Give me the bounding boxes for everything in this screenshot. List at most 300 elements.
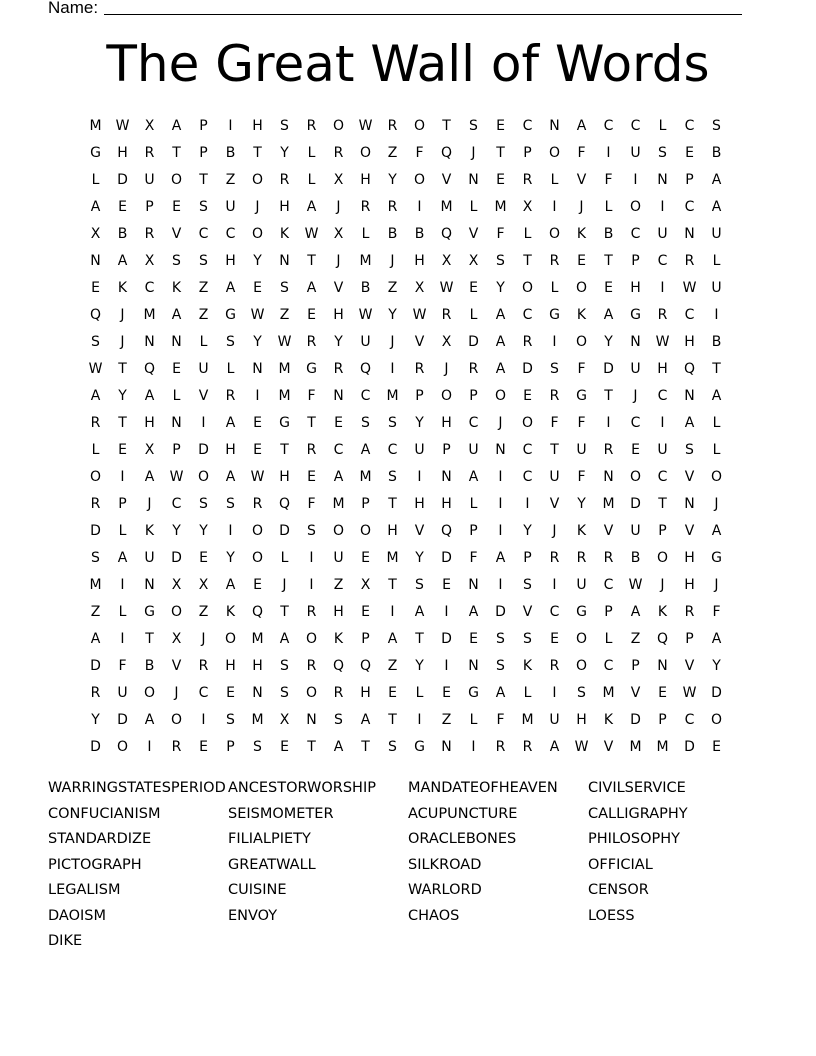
- grid-letter: L: [91, 441, 100, 458]
- grid-letter: R: [549, 387, 560, 404]
- grid-letter: X: [522, 198, 533, 215]
- grid-letter: W: [358, 117, 373, 134]
- grid-letter: C: [387, 441, 398, 458]
- grid-letter: E: [361, 603, 370, 620]
- grid-letter: I: [660, 414, 665, 431]
- grid-letter: P: [469, 522, 478, 539]
- grid-letter: B: [387, 225, 398, 242]
- grid-letter: Q: [440, 144, 453, 161]
- grid-letter: R: [171, 738, 182, 755]
- grid-letter: O: [494, 387, 507, 404]
- grid-letter: C: [630, 414, 641, 431]
- grid-letter: R: [522, 171, 533, 188]
- grid-letter: R: [144, 144, 155, 161]
- grid-letter: N: [684, 387, 695, 404]
- grid-letter: B: [225, 144, 236, 161]
- grid-letter: K: [603, 711, 614, 728]
- grid-letter: A: [684, 414, 695, 431]
- grid-letter: S: [334, 711, 343, 728]
- grid-letter: I: [660, 279, 665, 296]
- grid-letter: R: [333, 360, 344, 377]
- grid-letter: T: [280, 603, 289, 620]
- grid-letter: F: [496, 225, 505, 242]
- grid-letter: E: [442, 576, 451, 593]
- grid-letter: E: [604, 279, 613, 296]
- grid-letter: O: [305, 630, 318, 647]
- grid-letter: H: [360, 684, 371, 701]
- grid-letter: P: [685, 630, 694, 647]
- grid-letter: R: [684, 252, 695, 269]
- grid-letter: R: [333, 144, 344, 161]
- grid-letter: C: [198, 684, 209, 701]
- grid-letter: L: [712, 252, 721, 269]
- grid-letter: V: [414, 522, 425, 539]
- grid-letter: W: [115, 117, 130, 134]
- grid-letter: G: [414, 738, 425, 755]
- grid-letter: V: [684, 468, 695, 485]
- grid-letter: F: [496, 711, 505, 728]
- grid-letter: O: [521, 279, 534, 296]
- word-list-item: MANDATEOFHEAVEN: [408, 780, 558, 796]
- grid-letter: P: [226, 738, 235, 755]
- grid-letter: N: [657, 171, 668, 188]
- grid-letter: S: [523, 576, 532, 593]
- grid-letter: L: [91, 171, 100, 188]
- grid-letter: T: [118, 360, 127, 377]
- grid-letter: I: [498, 522, 503, 539]
- grid-letter: E: [658, 684, 667, 701]
- grid-letter: R: [387, 198, 398, 215]
- grid-letter: K: [657, 603, 668, 620]
- page-title: The Great Wall of Words: [106, 35, 710, 93]
- grid-letter: B: [144, 657, 155, 674]
- grid-letter: Z: [387, 657, 398, 674]
- grid-letter: M: [521, 711, 534, 728]
- grid-letter: A: [387, 630, 398, 647]
- grid-letter: U: [630, 522, 641, 539]
- word-list-item: CALLIGRAPHY: [588, 805, 688, 822]
- grid-letter: O: [224, 630, 237, 647]
- grid-letter: F: [577, 360, 586, 377]
- grid-letter: S: [685, 441, 694, 458]
- grid-letter: K: [576, 522, 587, 539]
- grid-letter: A: [711, 630, 722, 647]
- grid-letter: R: [522, 738, 533, 755]
- grid-letter: M: [386, 549, 399, 566]
- grid-letter: U: [360, 333, 371, 350]
- word-list-item: CENSOR: [588, 882, 649, 898]
- grid-letter: O: [629, 468, 642, 485]
- grid-letter: O: [413, 171, 426, 188]
- word-list-item: GREATWALL: [228, 856, 316, 873]
- grid-letter: O: [251, 549, 264, 566]
- grid-letter: G: [144, 603, 155, 620]
- grid-letter: I: [417, 711, 422, 728]
- grid-letter: S: [307, 522, 316, 539]
- grid-letter: E: [253, 414, 262, 431]
- grid-letter: E: [469, 279, 478, 296]
- grid-letter: A: [225, 576, 236, 593]
- grid-letter: T: [145, 630, 154, 647]
- word-list-item: STANDARDIZE: [48, 831, 152, 847]
- grid-letter: E: [172, 198, 181, 215]
- grid-letter: E: [253, 441, 262, 458]
- grid-letter: T: [361, 738, 370, 755]
- word-list: [48, 776, 768, 955]
- grid-letter: W: [88, 360, 103, 377]
- grid-letter: S: [388, 468, 397, 485]
- grid-letter: Y: [172, 522, 181, 539]
- grid-letter: T: [388, 576, 397, 593]
- grid-letter: N: [468, 576, 479, 593]
- grid-letter: S: [226, 333, 235, 350]
- grid-letter: A: [549, 738, 560, 755]
- grid-letter: H: [441, 495, 452, 512]
- grid-letter: H: [333, 306, 344, 323]
- grid-letter: O: [440, 387, 453, 404]
- grid-letter: K: [171, 279, 182, 296]
- grid-letter: M: [602, 684, 615, 701]
- grid-letter: N: [657, 657, 668, 674]
- grid-letter: R: [657, 306, 668, 323]
- grid-letter: Y: [712, 657, 721, 674]
- grid-letter: P: [118, 495, 127, 512]
- grid-letter: A: [225, 414, 236, 431]
- grid-letter: J: [633, 387, 638, 404]
- grid-letter: H: [441, 414, 452, 431]
- grid-letter: D: [630, 495, 641, 512]
- letter-grid: [82, 112, 730, 760]
- grid-letter: Q: [440, 522, 453, 539]
- grid-letter: A: [630, 603, 641, 620]
- grid-letter: V: [684, 522, 695, 539]
- grid-letter: H: [144, 414, 155, 431]
- grid-letter: N: [684, 495, 695, 512]
- grid-letter: J: [147, 495, 152, 512]
- grid-letter: W: [628, 576, 643, 593]
- grid-letter: R: [90, 495, 101, 512]
- grid-letter: A: [711, 198, 722, 215]
- grid-letter: R: [90, 414, 101, 431]
- grid-letter: T: [523, 252, 532, 269]
- grid-letter: U: [576, 576, 587, 593]
- grid-letter: O: [629, 198, 642, 215]
- grid-letter: O: [575, 279, 588, 296]
- grid-letter: C: [603, 576, 614, 593]
- grid-letter: V: [549, 495, 560, 512]
- grid-letter: U: [576, 441, 587, 458]
- grid-letter: A: [495, 306, 506, 323]
- grid-letter: O: [359, 522, 372, 539]
- grid-letter: J: [714, 495, 719, 512]
- grid-letter: J: [390, 252, 395, 269]
- word-list-item: WARLORD: [408, 882, 482, 898]
- grid-letter: J: [120, 333, 125, 350]
- grid-letter: M: [602, 495, 615, 512]
- grid-letter: H: [684, 576, 695, 593]
- grid-letter: B: [603, 225, 614, 242]
- grid-letter: D: [441, 630, 452, 647]
- grid-letter: Z: [225, 171, 236, 188]
- grid-letter: O: [575, 630, 588, 647]
- grid-letter: L: [118, 603, 127, 620]
- grid-letter: R: [360, 198, 371, 215]
- grid-letter: N: [630, 333, 641, 350]
- grid-letter: D: [90, 522, 101, 539]
- word-list-item: FILIALPIETY: [228, 831, 311, 847]
- grid-letter: U: [333, 549, 344, 566]
- grid-letter: F: [469, 549, 478, 566]
- grid-letter: T: [280, 441, 289, 458]
- grid-letter: N: [468, 657, 479, 674]
- grid-letter: S: [388, 414, 397, 431]
- grid-letter: Z: [198, 603, 209, 620]
- grid-letter: A: [333, 468, 344, 485]
- grid-letter: R: [306, 603, 317, 620]
- grid-letter: E: [253, 576, 262, 593]
- grid-letter: E: [631, 441, 640, 458]
- grid-letter: C: [603, 117, 614, 134]
- grid-letter: Y: [388, 306, 397, 323]
- grid-letter: Y: [226, 549, 235, 566]
- grid-letter: O: [359, 144, 372, 161]
- grid-letter: W: [439, 279, 454, 296]
- grid-letter: Y: [253, 333, 262, 350]
- grid-letter: R: [252, 495, 263, 512]
- grid-letter: H: [630, 279, 641, 296]
- grid-letter: C: [171, 495, 182, 512]
- grid-letter: G: [711, 549, 722, 566]
- grid-letter: V: [603, 522, 614, 539]
- grid-letter: I: [525, 495, 530, 512]
- grid-letter: W: [655, 333, 670, 350]
- grid-letter: A: [468, 603, 479, 620]
- grid-letter: I: [498, 495, 503, 512]
- grid-letter: K: [144, 522, 155, 539]
- grid-letter: R: [549, 549, 560, 566]
- grid-letter: E: [280, 738, 289, 755]
- grid-letter: O: [251, 522, 264, 539]
- grid-letter: R: [549, 252, 560, 269]
- grid-letter: O: [89, 468, 102, 485]
- grid-letter: I: [390, 603, 395, 620]
- word-list-item: PHILOSOPHY: [588, 831, 681, 847]
- grid-letter: E: [523, 387, 532, 404]
- grid-letter: V: [441, 171, 452, 188]
- grid-letter: E: [361, 549, 370, 566]
- grid-letter: O: [710, 711, 723, 728]
- grid-letter: I: [552, 198, 557, 215]
- grid-letter: C: [522, 441, 533, 458]
- grid-letter: P: [145, 198, 154, 215]
- grid-letter: S: [280, 117, 289, 134]
- grid-letter: S: [280, 684, 289, 701]
- grid-letter: H: [333, 603, 344, 620]
- grid-letter: E: [199, 738, 208, 755]
- grid-letter: I: [120, 468, 125, 485]
- grid-letter: E: [550, 630, 559, 647]
- grid-letter: J: [498, 414, 503, 431]
- grid-letter: U: [630, 144, 641, 161]
- grid-letter: A: [117, 549, 128, 566]
- grid-letter: J: [336, 198, 341, 215]
- grid-letter: C: [360, 387, 371, 404]
- grid-letter: L: [226, 360, 235, 377]
- grid-letter: N: [441, 738, 452, 755]
- grid-letter: E: [334, 414, 343, 431]
- grid-letter: X: [144, 252, 155, 269]
- grid-letter: Q: [332, 657, 345, 674]
- grid-letter: R: [306, 657, 317, 674]
- grid-letter: S: [199, 198, 208, 215]
- grid-letter: S: [253, 738, 262, 755]
- grid-letter: I: [228, 117, 233, 134]
- grid-letter: L: [415, 684, 424, 701]
- grid-letter: I: [633, 171, 638, 188]
- grid-letter: F: [577, 468, 586, 485]
- grid-letter: U: [711, 279, 722, 296]
- grid-letter: S: [91, 333, 100, 350]
- grid-letter: E: [118, 441, 127, 458]
- grid-letter: M: [386, 387, 399, 404]
- grid-letter: M: [251, 630, 264, 647]
- grid-letter: T: [118, 414, 127, 431]
- grid-letter: L: [658, 117, 667, 134]
- word-list-item: LEGALISM: [48, 882, 121, 898]
- grid-letter: H: [279, 198, 290, 215]
- grid-letter: C: [684, 198, 695, 215]
- grid-letter: Y: [577, 495, 586, 512]
- grid-letter: A: [495, 684, 506, 701]
- grid-letter: C: [630, 117, 641, 134]
- grid-letter: I: [120, 630, 125, 647]
- grid-letter: Y: [496, 279, 505, 296]
- grid-letter: Z: [630, 630, 641, 647]
- grid-letter: V: [468, 225, 479, 242]
- grid-letter: L: [469, 495, 478, 512]
- grid-letter: A: [711, 387, 722, 404]
- grid-letter: V: [684, 657, 695, 674]
- grid-letter: V: [414, 333, 425, 350]
- grid-letter: G: [225, 306, 236, 323]
- grid-letter: P: [415, 387, 424, 404]
- grid-letter: F: [307, 387, 316, 404]
- grid-letter: W: [682, 279, 697, 296]
- grid-letter: X: [441, 333, 452, 350]
- grid-letter: E: [496, 117, 505, 134]
- grid-letter: T: [604, 387, 613, 404]
- grid-letter: K: [117, 279, 128, 296]
- grid-letter: U: [657, 441, 668, 458]
- word-list-item: PICTOGRAPH: [48, 856, 142, 873]
- grid-letter: J: [390, 333, 395, 350]
- grid-letter: R: [495, 738, 506, 755]
- grid-letter: A: [279, 630, 290, 647]
- grid-letter: M: [278, 360, 291, 377]
- grid-letter: T: [496, 144, 505, 161]
- grid-letter: J: [255, 198, 260, 215]
- grid-letter: N: [441, 468, 452, 485]
- grid-letter: K: [522, 657, 533, 674]
- grid-letter: A: [225, 279, 236, 296]
- grid-letter: P: [199, 144, 208, 161]
- grid-letter: P: [631, 657, 640, 674]
- grid-letter: J: [174, 684, 179, 701]
- grid-letter: T: [172, 144, 181, 161]
- grid-letter: F: [577, 414, 586, 431]
- grid-letter: U: [144, 171, 155, 188]
- grid-letter: E: [226, 684, 235, 701]
- grid-letter: L: [604, 198, 613, 215]
- grid-letter: R: [468, 360, 479, 377]
- grid-letter: U: [657, 225, 668, 242]
- grid-letter: N: [549, 117, 560, 134]
- grid-letter: G: [576, 387, 587, 404]
- grid-letter: O: [710, 468, 723, 485]
- grid-letter: A: [306, 198, 317, 215]
- grid-letter: S: [172, 252, 181, 269]
- grid-letter: X: [333, 171, 344, 188]
- grid-letter: I: [660, 198, 665, 215]
- grid-letter: U: [549, 468, 560, 485]
- word-list-item: CUISINE: [228, 882, 287, 898]
- grid-letter: R: [306, 441, 317, 458]
- grid-letter: S: [496, 657, 505, 674]
- grid-letter: Q: [251, 603, 264, 620]
- grid-letter: J: [471, 144, 476, 161]
- grid-letter: A: [90, 630, 101, 647]
- grid-letter: C: [198, 225, 209, 242]
- word-list-item: ORACLEBONES: [408, 831, 517, 847]
- grid-letter: V: [522, 603, 533, 620]
- grid-letter: S: [577, 684, 586, 701]
- grid-letter: L: [361, 225, 370, 242]
- grid-letter: A: [171, 306, 182, 323]
- grid-letter: Y: [415, 657, 424, 674]
- grid-letter: X: [468, 252, 479, 269]
- grid-letter: C: [144, 279, 155, 296]
- grid-letter: W: [358, 306, 373, 323]
- name-line: [104, 14, 742, 15]
- grid-letter: N: [333, 387, 344, 404]
- grid-letter: D: [117, 711, 128, 728]
- grid-letter: Y: [91, 711, 100, 728]
- grid-letter: M: [332, 495, 345, 512]
- grid-letter: D: [522, 360, 533, 377]
- grid-letter: D: [468, 333, 479, 350]
- grid-letter: U: [414, 441, 425, 458]
- grid-letter: G: [630, 306, 641, 323]
- grid-letter: O: [332, 522, 345, 539]
- grid-letter: Q: [440, 225, 453, 242]
- grid-letter: S: [523, 630, 532, 647]
- grid-letter: D: [90, 738, 101, 755]
- grid-letter: O: [656, 549, 669, 566]
- grid-letter: S: [226, 495, 235, 512]
- grid-letter: T: [307, 414, 316, 431]
- grid-letter: N: [171, 333, 182, 350]
- grid-letter: I: [552, 684, 557, 701]
- grid-letter: L: [469, 306, 478, 323]
- grid-letter: Y: [415, 549, 424, 566]
- grid-letter: N: [252, 684, 263, 701]
- grid-letter: P: [685, 171, 694, 188]
- grid-letter: I: [498, 576, 503, 593]
- grid-letter: Y: [334, 333, 343, 350]
- grid-letter: A: [144, 387, 155, 404]
- grid-letter: Y: [388, 171, 397, 188]
- grid-letter: Q: [359, 657, 372, 674]
